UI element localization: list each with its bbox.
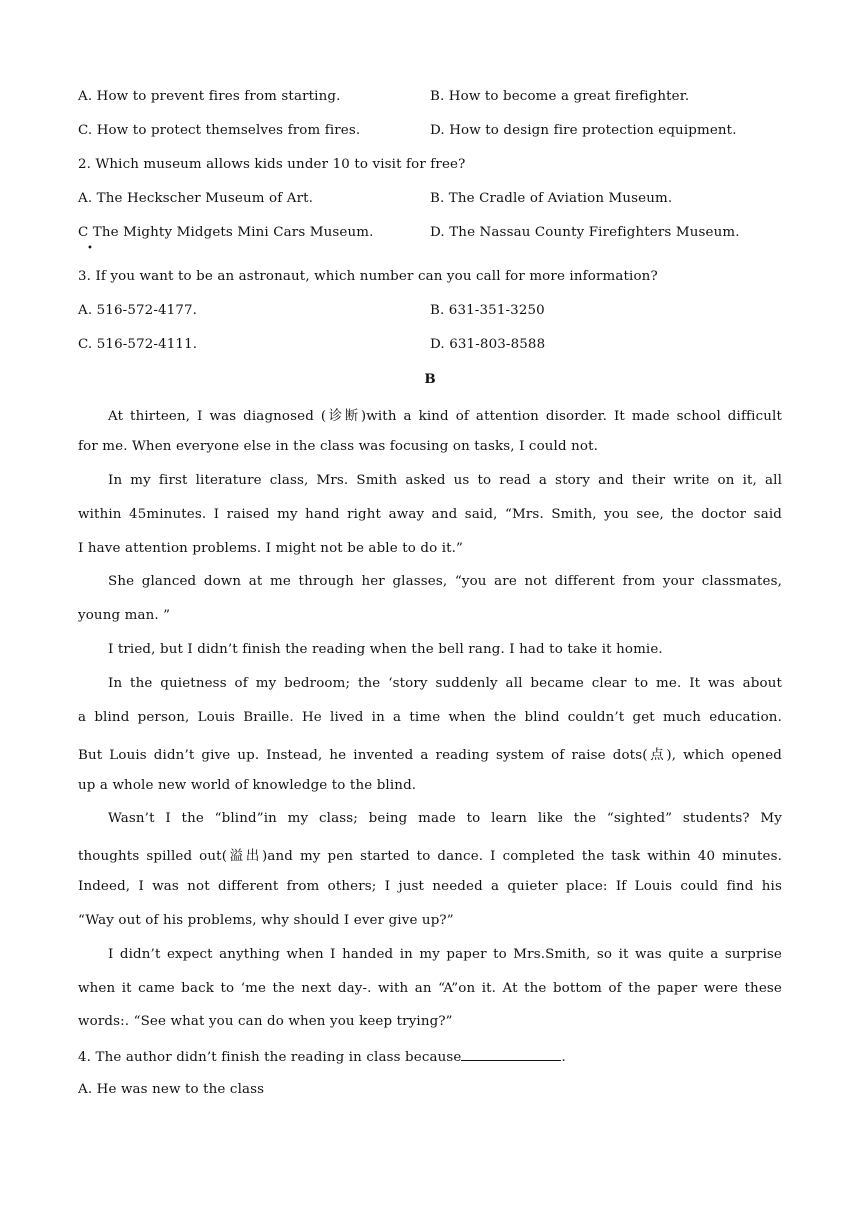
passage-line: But Louis didn’t give up. Instead, he invented a reading system of raise dots(点), which opened [78, 748, 782, 763]
q2-option-c: C The Mighty Midgets Mini Cars Museum. [78, 225, 374, 240]
passage-line: young man. ” [78, 608, 171, 623]
passage-line: In my first literature class, Mrs. Smith asked us to read a story and their write on it, all [108, 473, 782, 488]
q1-option-b: B. How to become a great firefighter. [430, 89, 690, 104]
q4-question [78, 1048, 566, 1065]
q2-question: 2. Which museum allows kids under 10 to visit for free? [78, 157, 466, 172]
q4-question-end: . [561, 1050, 566, 1065]
q3-option-d: D. 631-803-8588 [430, 337, 546, 352]
q3-question: 3. If you want to be an astronaut, which number can you call for more information? [78, 269, 658, 284]
passage-line: within 45minutes. I raised my hand right away and said, “Mrs. Smith, you see, the doctor said [78, 507, 782, 522]
q3-option-b: B. 631-351-3250 [430, 303, 545, 318]
passage-line: At thirteen, I was diagnosed (诊断)with a kind of attention disorder. It made school difficult [108, 409, 782, 424]
q1-option-a: A. How to prevent fires from starting. [78, 89, 341, 104]
passage-line: Indeed, I was not different from others; I just needed a quieter place: If Louis could find his [78, 879, 782, 894]
q3-option-a: A. 516-572-4177. [78, 303, 198, 318]
answer-blank [461, 1048, 561, 1061]
passage-line: She glanced down at me through her glasses, “you are not different from your classmates, [108, 574, 782, 589]
passage-line: I have attention problems. I might not be able to do it.” [78, 541, 464, 556]
q4-question-text: 4. The author didn’t finish the reading in class because [78, 1050, 462, 1065]
passage-line: a blind person, Louis Braille. He lived in a time when the blind couldn’t get much education. [78, 710, 782, 725]
q1-option-d: D. How to design fire protection equipment. [430, 123, 737, 138]
q2-option-d: D. The Nassau County Firefighters Museum. [430, 225, 740, 240]
passage-line: “Way out of his problems, why should I ever give up?” [78, 913, 454, 928]
passage-line: Wasn’t I the “blind”in my class; being made to learn like the “sighted” students? My [108, 811, 782, 826]
q2-option-a: A. The Heckscher Museum of Art. [78, 191, 314, 206]
passage-line: for me. When everyone else in the class was focusing on tasks, I could not. [78, 439, 599, 454]
q4-option-a: A. He was new to the class [78, 1082, 265, 1097]
passage-line: In the quietness of my bedroom; the ‘story suddenly all became clear to me. It was about [108, 676, 782, 691]
passage-line: when it came back to ‘me the next day-. with an “A”on it. At the bottom of the paper were these [78, 981, 782, 996]
q3-option-c: C. 516-572-4111. [78, 337, 198, 352]
q2-option-b: B. The Cradle of Aviation Museum. [430, 191, 673, 206]
passage-line: up a whole new world of knowledge to the blind. [78, 778, 417, 793]
q1-option-c: C. How to protect themselves from fires. [78, 123, 361, 138]
stray-dot: • [87, 243, 93, 254]
passage-line: thoughts spilled out(溢出)and my pen started to dance. I completed the task within 40 minutes. [78, 849, 782, 864]
passage-line: I didn’t expect anything when I handed in my paper to Mrs.Smith, so it was quite a surprise [108, 947, 782, 962]
passage-line: I tried, but I didn’t finish the reading when the bell rang. I had to take it homie. [108, 642, 663, 657]
section-title: B [424, 371, 436, 387]
passage-line: words:. “See what you can do when you keep trying?” [78, 1014, 453, 1029]
